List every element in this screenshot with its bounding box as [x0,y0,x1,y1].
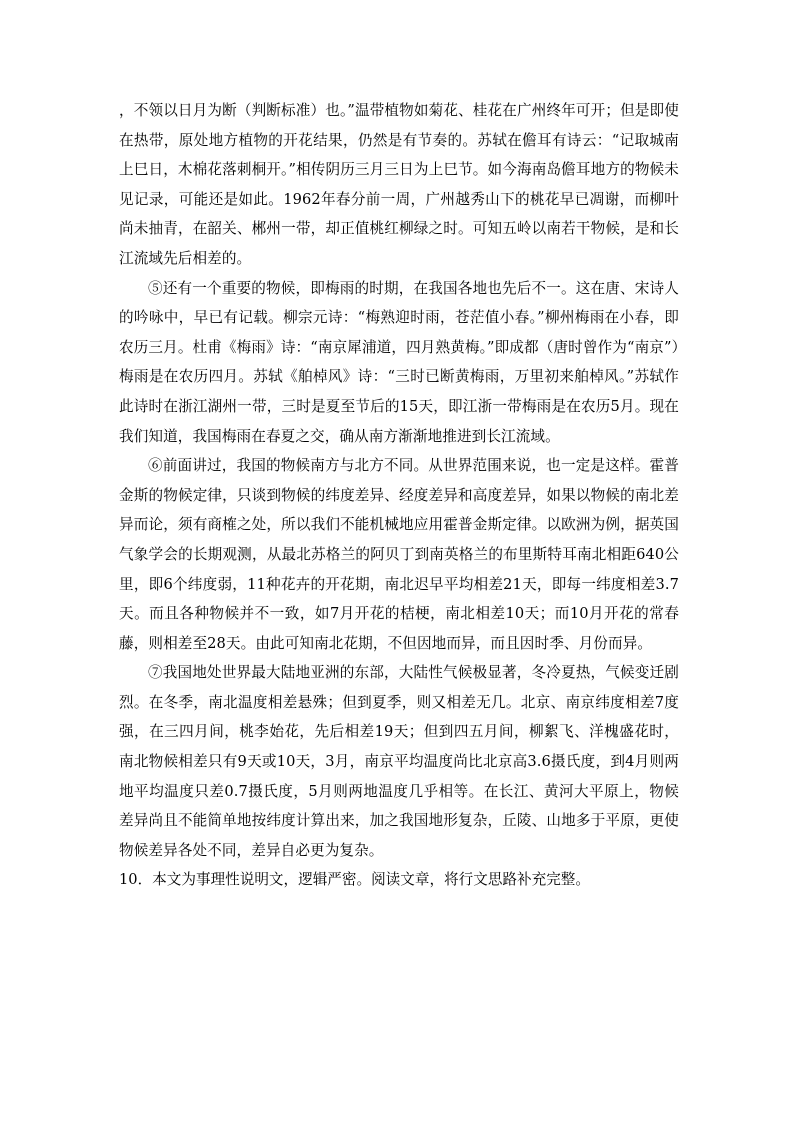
paragraph-5: ⑤还有一个重要的物候，即梅雨的时期，在我国各地也先后不一。这在唐、宋诗人的吟咏中，早已有记载。柳宗元诗：“梅熟迎时雨，苍茫值小春。”柳州梅雨在小春，即农历三月。杜甫《梅雨》诗：“南京犀浦道，四月熟黄梅。”即成都（唐时曾作为“南京”）梅雨是在农历四月。苏轼《舶棹风》诗：“三时已断黄梅雨，万里初来舶棹风。”苏轼作此诗时在浙江湖州一带，三时是夏至节后的15天，即江浙一带梅雨是在农历5月。现在我们知道，我国梅雨在春夏之交，确从南方渐渐地推进到长江流域。 [119,279,679,445]
paragraph-6: ⑥前面讲过，我国的物候南方与北方不同。从世界范围来说，也一定是这样。霍普金斯的物候定律，只谈到物候的纬度差异、经度差异和高度差异，如果以物候的南北差异而论，须有商榷之处，所以我们不能机械地应用霍普金斯定律。以欧洲为例，据英国气象学会的长期观测，从最北苏格兰的阿贝丁到南英格兰的布里斯特耳南北相距640公里，即6个纬度弱，11种花卉的开花期，南北迟早平均相差21天，即每一纬度相差3.7天。而且各种物候并不一致，如7月开花的桔梗，南北相差10天；而10月开花的常春藤，则相差至28天。由此可知南北花期，不但因地而异，而且因时季、月份而异。 [119,457,679,652]
paragraph-continuation: ，不领以日月为断（判断标准）也。”温带植物如菊花、桂花在广州终年可开；但是即使在热带，原处地方植物的开花结果，仍然是有节奏的。苏轼在儋耳有诗云：“记取城南上巳日，木棉花落刺桐开。”相传阴历三月三日为上巳节。如今海南岛儋耳地方的物候未见记录，可能还是如此。1962年春分前一周，广州越秀山下的桃花早已凋谢，而柳叶尚未抽青，在韶关、郴州一带，却正值桃红柳绿之时。可知五岭以南若干物候，是和长江流域先后相差的。 [119,102,679,267]
document-page [119,96,679,895]
paragraph-7: ⑦我国地处世界最大陆地亚洲的东部，大陆性气候极显著，冬冷夏热，气候变迁剧烈。在冬季，南北温度相差悬殊；但到夏季，则又相差无几。北京、南京纬度相差7度强，在三四月间，桃李始花，先后相差19天；但到四五月间，柳絮飞、洋槐盛花时，南北物候相差只有9天或10天，3月，南京平均温度尚比北京高3.6摄氏度，到4月则两地平均温度只差0.7摄氏度，5月则两地温度几乎相等。在长江、黄河大平原上，物候差异尚且不能简单地按纬度计算出来，加之我国地形复杂，丘陵、山地多于平原，更使物候差异各处不同，差异自必更为复杂。 [119,664,679,859]
question-10: 10．本文为事理性说明文，逻辑严密。阅读文章，将行文思路补充完整。 [119,871,590,889]
